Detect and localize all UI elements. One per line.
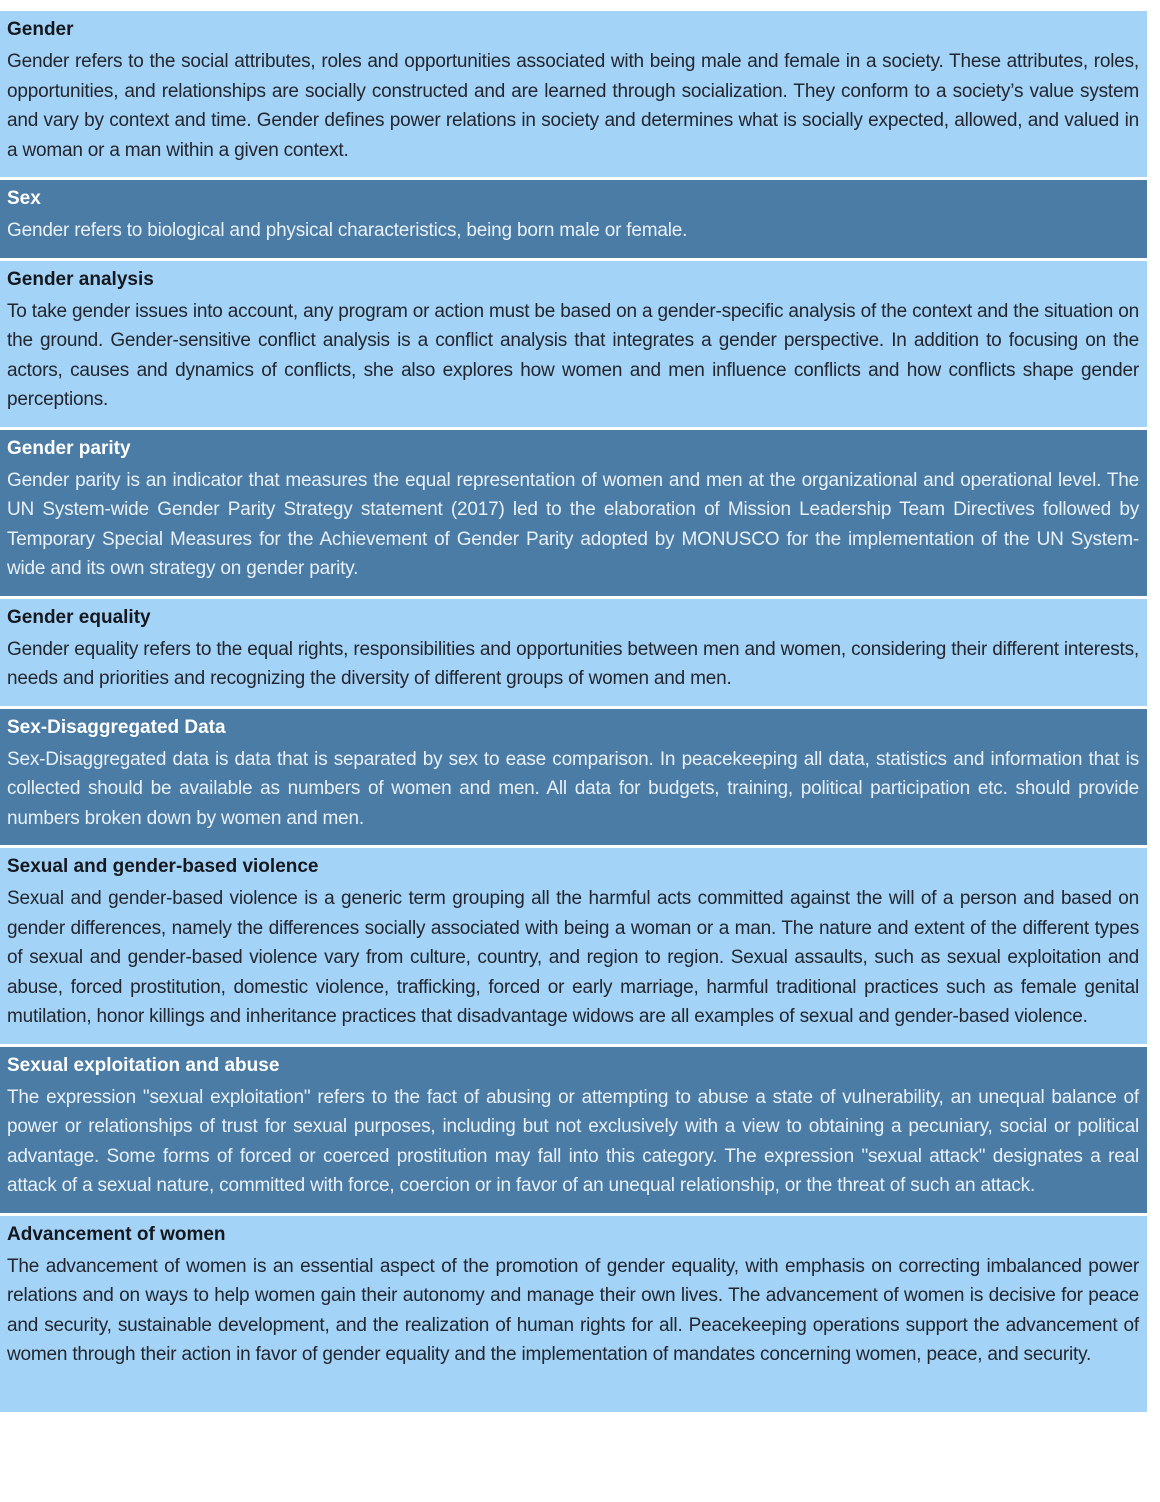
definition-section xyxy=(0,1216,1147,1412)
section-body: Gender refers to biological and physical characteristics, being born male or female. xyxy=(7,220,688,241)
definition-section xyxy=(0,261,1147,427)
section-title: Gender analysis xyxy=(7,268,154,290)
section-body: Sexual and gender-based violence is a generic term grouping all the harmful acts committed against the will of a person and based on gender differences, namely the differences socially associated with being a woman or a man. The nature and extent of the different types of sexual and gender-based violence vary from culture, country, and region to region. Sexual assaults, such as sexual exploitation and abuse, forced prostitution, domestic violence, trafficking, forced or early marriage, harmful traditional practices such as female genital mutilation, honor killings and inheritance practices that disadvantage widows are all examples of sexual and gender-based violence. xyxy=(7,888,1139,1027)
definition-section xyxy=(0,709,1147,846)
section-title: Sexual and gender-based violence xyxy=(7,856,319,877)
section-body: Gender refers to the social attributes, roles and opportunities associated with being male and female in a society. These attributes, roles, opportunities, and relationships are socially constructed and are learned through socialization. They conform to a society’s value system and vary by context and time. Gender defines power relations in society and determines what is socially expected, allowed, and valued in a woman or a man within a given context. xyxy=(7,51,1139,161)
section-title: Gender xyxy=(7,19,74,40)
definition-section xyxy=(0,11,1147,177)
section-title: Gender parity xyxy=(7,437,131,459)
definition-section xyxy=(0,599,1147,706)
section-body: Sex-Disaggregated data is data that is separated by sex to ease comparison. In peacekeeping all data, statistics and information that is collected should be available as numbers of women and men. All data for budgets, training, political participation etc. should provide numbers broken down by women and men. xyxy=(7,748,1139,829)
definition-section xyxy=(0,1047,1147,1213)
section-body: The advancement of women is an essential aspect of the promotion of gender equality, with emphasis on correcting imbalanced power relations and on ways to help women gain their autonomy and manage their own lives. The advancement of women is decisive for peace and security, sustainable development, and the realization of human rights for all. Peacekeeping operations support the advancement of women through their action in favor of gender equality and the implementation of mandates concerning women, peace, and security. xyxy=(7,1255,1139,1365)
section-title: Sex-Disaggregated Data xyxy=(7,716,226,738)
section-body: The expression "sexual exploitation" refers to the fact of abusing or attempting to abuse a state of vulnerability, an unequal balance of power or relationships of trust for sexual purposes, including but not exclusively with a view to obtaining a pecuniary, social or political advantage. Some forms of forced or coerced prostitution may fall into this category. The expression "sexual attack" designates a real attack of a sexual nature, committed with force, coercion or in favor of an unequal relationship, or the threat of such an attack. xyxy=(7,1086,1139,1196)
section-title: Sexual exploitation and abuse xyxy=(7,1054,280,1076)
section-body: Gender equality refers to the equal rights, responsibilities and opportunities between men and women, considering their different interests, needs and priorities and recognizing the diversity of different groups of women and men. xyxy=(7,638,1139,689)
definition-section xyxy=(0,848,1147,1044)
section-title: Sex xyxy=(7,188,41,209)
definition-section xyxy=(0,430,1147,596)
section-body: To take gender issues into account, any program or action must be based on a gender-specific analysis of the context and the situation on the ground. Gender-sensitive conflict analysis is a conflict analysis that integrates a gender perspective. In addition to focusing on the actors, causes and dynamics of conflicts, she also explores how women and men influence conflicts and how conflicts shape gender perceptions. xyxy=(7,300,1139,410)
section-body: Gender parity is an indicator that measures the equal representation of women and men at the organizational and operational level. The UN System-wide Gender Parity Strategy statement (2017) led to the elaboration of Mission Leadership Team Directives followed by Temporary Special Measures for the Achievement of Gender Parity adopted by MONUSCO for the implementation of the UN System-wide and its own strategy on gender parity. xyxy=(7,469,1139,579)
section-title: Advancement of women xyxy=(7,1223,226,1245)
section-title: Gender equality xyxy=(7,606,151,628)
definition-section xyxy=(0,180,1147,258)
